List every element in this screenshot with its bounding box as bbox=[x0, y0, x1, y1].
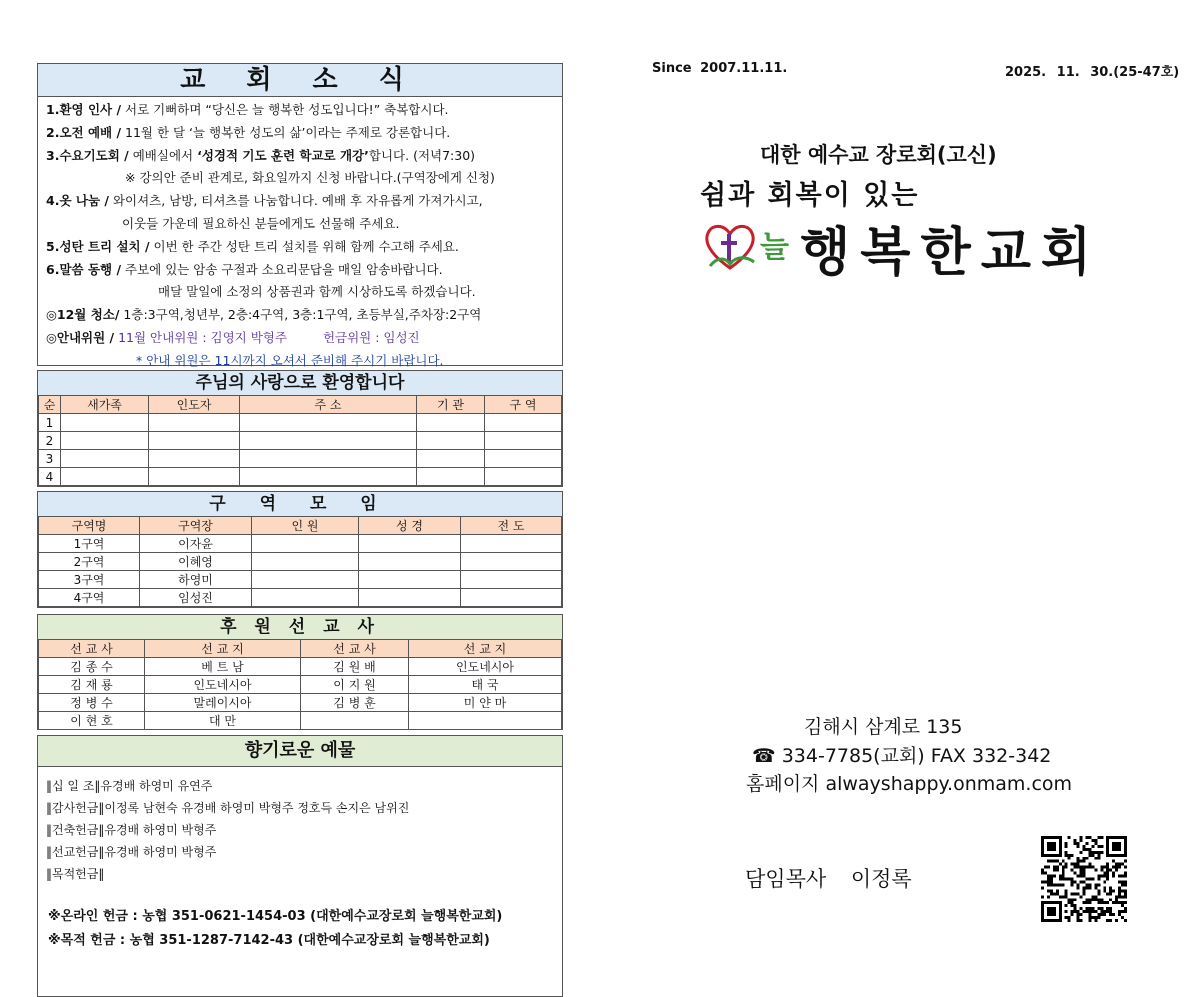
purpose-offering-account: ※목적 헌금 : 농협 351-1287-7142-43 (대한예수교장로회 늘행복한교회) bbox=[48, 933, 490, 948]
table-row: 3 bbox=[39, 450, 562, 468]
news-item-2: 2.오전 예배 / 11월 한 달 ‘늘 행복한 성도의 삶’이라는 주제로 강론합니다. bbox=[46, 124, 451, 140]
table-row: 2 bbox=[39, 432, 562, 450]
welcome-table bbox=[38, 395, 562, 486]
missionary-box bbox=[37, 614, 563, 730]
welcome-header: 새가족 bbox=[61, 396, 149, 414]
since-date: Since 2007.11.11. bbox=[652, 61, 788, 76]
offerings-box bbox=[37, 735, 563, 997]
table-row: 이 현 호 대 만 bbox=[39, 712, 562, 730]
logo-small-text: 늘 bbox=[760, 230, 789, 265]
missionary-header: 선 교 사 bbox=[301, 640, 409, 658]
district-header-row bbox=[39, 517, 562, 535]
bulletin-date: 2025. 11. 30.(25-47호) bbox=[1005, 65, 1180, 80]
news-item-6: 6.말씀 동행 / 주보에 있는 암송 구절과 소요리문답을 매일 암송바랍니다. bbox=[46, 261, 443, 277]
table-row: 김 재 룡 인도네시아 이 지 원 태 국 bbox=[39, 676, 562, 694]
offering-line: ‖목적헌금‖ bbox=[46, 867, 105, 881]
table-row: 3구역 하영미 bbox=[39, 571, 562, 589]
church-phone: ☎ 334-7785(교회) FAX 332-342 bbox=[752, 745, 1052, 767]
offering-line: ‖선교헌금‖유경배 하영미 박형주 bbox=[46, 845, 217, 859]
district-header: 인 원 bbox=[252, 517, 359, 535]
news-item-5: 5.성탄 트리 설치 / 이번 한 주간 성탄 트리 설치를 위해 함께 수고해 주세요. bbox=[46, 238, 459, 254]
welcome-header: 주 소 bbox=[240, 396, 417, 414]
district-header: 구역명 bbox=[39, 517, 140, 535]
district-header: 전 도 bbox=[461, 517, 562, 535]
church-address: 김해시 삼계로 135 bbox=[804, 716, 963, 738]
church-name: 행복한교회 bbox=[800, 223, 1102, 283]
table-row: 1구역 이자윤 bbox=[39, 535, 562, 553]
slogan: 쉼과 회복이 있는 bbox=[700, 180, 920, 211]
missionary-header: 선 교 지 bbox=[145, 640, 301, 658]
welcome-header: 인도자 bbox=[149, 396, 240, 414]
district-header: 성 경 bbox=[359, 517, 461, 535]
qr-code bbox=[1040, 836, 1128, 922]
welcome-header: 구 역 bbox=[485, 396, 562, 414]
church-news-box bbox=[37, 63, 563, 366]
denomination: 대한 예수교 장로회(고신) bbox=[760, 143, 997, 167]
offering-line: ‖감사헌금‖이정록 남현숙 유경배 하영미 박형주 정호득 손지은 남위진 bbox=[46, 801, 410, 815]
missionary-header-row bbox=[39, 640, 562, 658]
missionary-header: 선 교 지 bbox=[409, 640, 562, 658]
offering-line: ‖건축헌금‖유경배 하영미 박형주 bbox=[46, 823, 217, 837]
offerings-title: 향기로운 예물 bbox=[38, 736, 562, 767]
church-logo bbox=[700, 216, 760, 276]
news-ushers: ◎안내위원 / 11월 안내위원 : 김영지 박형주 헌금위원 : 임성진 bbox=[46, 329, 420, 345]
district-box bbox=[37, 491, 563, 608]
news-item-4: 4.옷 나눔 / 와이셔츠, 남방, 티셔츠를 나눔합니다. 예배 후 자유롭게 가져가시고, bbox=[46, 193, 483, 209]
news-item-3: 3.수요기도회 / 예배실에서 ‘성경적 기도 훈련 학교로 개강’합니다. (저녁7:30) bbox=[46, 147, 476, 163]
welcome-header: 순 bbox=[39, 396, 61, 414]
welcome-header-row bbox=[39, 396, 562, 414]
news-item-3-note: ※ 강의안 준비 관계로, 화요일까지 신청 바랍니다.(구역장에게 신청) bbox=[125, 170, 495, 186]
church-news-title: 교 회 소 식 bbox=[38, 64, 562, 97]
table-row: 1 bbox=[39, 414, 562, 432]
missionary-header: 선 교 사 bbox=[39, 640, 145, 658]
news-item-4-cont: 이웃들 가운데 필요하신 분들에게도 선물해 주세요. bbox=[122, 215, 400, 231]
news-cleaning: ◎12월 청소/ 1층:3구역,청년부, 2층:4구역, 3층:1구역, 초등부실,주차장:2구역 bbox=[46, 307, 482, 323]
news-item-6-cont: 매달 말일에 소정의 상품권과 함께 시상하도록 하겠습니다. bbox=[158, 284, 476, 300]
district-header: 구역장 bbox=[140, 517, 252, 535]
heart-cross-icon bbox=[700, 216, 760, 276]
table-row: 김 종 수 베 트 남 김 원 배 인도네시아 bbox=[39, 658, 562, 676]
missionary-title: 후 원 선 교 사 bbox=[38, 615, 562, 640]
district-table bbox=[38, 516, 562, 607]
offering-line: ‖십 일 조‖유경배 하영미 유연주 bbox=[46, 779, 213, 793]
church-homepage: 홈페이지 alwayshappy.onmam.com bbox=[746, 773, 1073, 795]
table-row: 2구역 이혜영 bbox=[39, 553, 562, 571]
news-usher-note: * 안내 위원은 11시까지 오셔서 준비해 주시기 바랍니다. bbox=[136, 352, 444, 368]
welcome-title: 주님의 사랑으로 환영합니다 bbox=[38, 371, 562, 396]
table-row: 4 bbox=[39, 468, 562, 486]
welcome-box bbox=[37, 370, 563, 487]
online-offering-account: ※온라인 헌금 : 농협 351-0621-1454-03 (대한예수교장로회 늘행복한교회) bbox=[48, 909, 503, 924]
senior-pastor: 담임목사 이정록 bbox=[745, 867, 912, 891]
district-title: 구 역 모 임 bbox=[38, 492, 562, 517]
news-item-1: 1.환영 인사 / 서로 기뻐하며 “당신은 늘 행복한 성도입니다!” 축복합시다. bbox=[46, 102, 449, 117]
welcome-header: 기 관 bbox=[417, 396, 485, 414]
missionary-table bbox=[38, 639, 562, 730]
table-row: 정 병 수 말레이시아 김 병 훈 미 얀 마 bbox=[39, 694, 562, 712]
table-row: 4구역 임성진 bbox=[39, 589, 562, 607]
